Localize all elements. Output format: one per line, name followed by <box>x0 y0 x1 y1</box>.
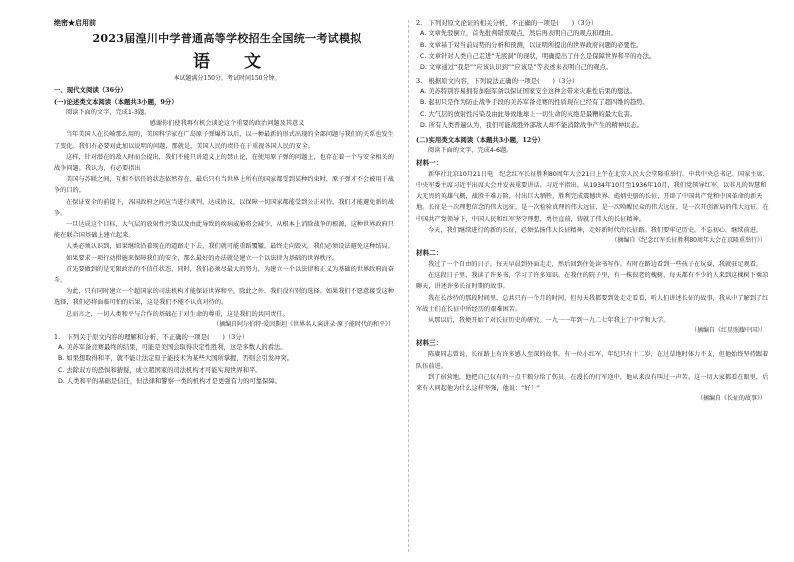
material-paragraph: 今天，我们继续进行的新的长征，必须弘扬伟大长征精神，走好新时代的长征路。我们要牢记历史，不忘初心，继续前进。 <box>428 226 763 234</box>
question-3: 3. 根据原文内容，下列说法正确的一项是( )（3分） <box>416 76 579 85</box>
passage-paragraph: 感谢你们使我再有机会谈论这个重要的政治问题及其意义 <box>149 120 305 128</box>
subsection-heading: (二)实用类文本阅读（本题共3小题，12分） <box>416 135 545 144</box>
passage-paragraph: 当年美国人在长崎那么用的，美国科学家在广岛原子弹爆炸以后，以一种最新的形式出现的全部问题与我们的关系也发生了变化。我们有必要对此加以说明的问题，那就是，美国人民的责任在于重视各国人民的安全。 <box>54 131 394 150</box>
option-a: A. 美苏特别容易拥有加强军备以保证国家安全这种会带来灾难性后果的想法。 <box>420 88 636 96</box>
option-b: B. 起初只是作为防止战争手段的美苏军备竞赛的性质现在已经有了超四维的趋势。 <box>420 99 649 107</box>
material-paragraph: 陈赓同志曾说，长征路上有许多感人至深的故事。有一位小红军，年纪只有十二岁，在过草地时体力不支，但他始终坚持跟着队伍前进。 <box>416 351 769 370</box>
passage-paragraph: 如果要求一项行动措施来保障我们的安全，那么最好的办法就是建立一个以法律为基础的世界秩序。 <box>66 254 339 262</box>
material-paragraph: 从那以后，我便开始了对长征历史的研究。一九一一年到一九二七年我上了中学和大学。 <box>428 317 670 325</box>
option-a: A. 美苏军备竞赛最终的结果，可能是美国会取得决定性胜利，这是多数人的看法。 <box>58 344 287 352</box>
instruction: 阅读下面的文字，完成4-6题。 <box>428 146 513 154</box>
option-c: C. 去除双方的恐惧和猜疑，成立超国家的司法机构才可能实现世界和平。 <box>58 366 262 374</box>
option-a: A. 文章先驳倒立，首先批判错误观点，然后再表明自己的观点和理由。 <box>420 30 618 38</box>
option-c: C. 文章针对人类自己走进“无底洞”的现状，明确提出了什么是保障世界和平的办法。 <box>420 53 656 61</box>
subject-title: 语 文 <box>193 52 275 72</box>
material-source: （摘编自《长征的故事》） <box>696 395 766 403</box>
option-d: D. 人类和平的基础是信任，但法律和警察一类的机构才是更强有力的可靠保障。 <box>58 378 281 386</box>
exam-title: 2023届湟川中学普通高等学校招生全国统一考试模拟 <box>92 32 362 45</box>
secret-label: 绝密★启用前 <box>54 18 96 27</box>
passage-paragraph: 在保证安全的前提下，各国政府之间应当进行谈判，达成协议，以保障一切国家都能受到公正对待，我们才能避免新的战争。 <box>54 198 394 217</box>
question-2: 2. 下列对原文论证的相关分析，不正确的一项是( )（3分） <box>416 19 598 27</box>
material-paragraph: 在这段日子里，我读了许多书，学习了许多知识。在我住的院子里，有一株很老的槐树，每天都有不少的人来到这棵树下乘凉聊天，讲述许多长征时期的故事。 <box>416 272 769 291</box>
option-b: B. 如果想取得和平，就不能让法定原子能技术为某些大国所掌握，否则会引发冲突。 <box>58 355 294 363</box>
passage-paragraph: 为此，只有同时建立一个超国家的司法机构才能保证世界和平，除此之外，我们没有别的选择。如果我们不愿意接受这种选择，我们必将面临可怕的后果，这是我们不能不认真对待的。 <box>54 288 394 307</box>
right-column <box>416 18 772 558</box>
passage-paragraph: 美国与苏联之间，互相不信任的状态依然存在，最后只有当世界上所有的国家都受到某种约束时，原子弹才不会被用于战争的目的。 <box>54 176 394 195</box>
material-heading: 材料一： <box>416 158 443 167</box>
option-b: B. 文章基于对当前局势的分析和预测，以证明所提出的世界政府问题的必要性。 <box>420 41 643 49</box>
option-d: D. 文章通过“我是”“应该认识到”“应该是”等表述来表明自己的观点。 <box>420 64 613 72</box>
question-1: 1. 下列关于原文内容的理解和分析，不正确的一项是( )（3分） <box>54 332 249 341</box>
material-paragraph: 新华社北京10月21日电 纪念红军长征胜利80周年大会21日上午在北京人民大会堂隆重举行。中共中央总书记、国家主席、中央军委主席习近平出席大会并发表重要讲话。习近平指出，从1934年10月至1936年10月，我们党领导红军，以非凡的智慧和大无畏的英雄气概，战胜千难万险，付出巨大牺牲，胜利完成震撼世界、彪炳史册的长征，开辟了中国共产党和中国革命的新天地。长征是一次理想信念的伟大远征，是一次检验真理的伟大远征，是一次唤醒民众的伟大远征，是一次开创新局的伟大远征。在中国共产党领导下，中国人民和红军坚守理想，勇往直前，铸就了伟大的长征精神。 <box>416 170 769 223</box>
column-divider <box>408 20 409 552</box>
left-column <box>54 18 400 558</box>
option-d: D. 所有人类普遍认为，我们可能战胜外部敌人却不能消除战争产生的精神状态。 <box>420 122 643 130</box>
option-c: C. 大气层的放射性污染及由此导致地球上一切生命的灭绝是最糟的最大危害。 <box>420 110 637 118</box>
subsection-heading: (一)论述类文本阅读（本题共3小题，9分） <box>54 98 178 106</box>
material-paragraph: 到了宿营地，他把自己仅有的一点干粮分给了伤员。在漫长的行军途中，他从来没有叫过一声苦。这一切大家都看在眼里，后来有人问起他为什么这样坚强，他说：“好！” <box>416 373 769 392</box>
material-source: （摘编自《红星照耀中国》） <box>690 327 766 335</box>
passage-paragraph: 这样，针对潜在的敌人时而会提出，我们不能只讲道义上的禁止论，在使用原子弹的问题上，也存在着一个与安全相关的战争问题。我认为，有必要指出 <box>54 153 394 173</box>
material-paragraph: 我过了一个自由的日子，每天早晨到外面走走，然后回到住处读书写作。有时在路边看到一些孩子在玩耍，我就驻足观看。 <box>428 261 763 269</box>
passage-paragraph: 首先要做到的是无限政治的不信任状态，同时，我们必须尽最大的努力，为建立一个以法律和正义为基础的世界政府而奋斗。 <box>54 265 394 285</box>
passage-paragraph: 一旦达成这个目标，大气层的放射性污染以及由此导致的疾病威胁将会减少，从根本上消除战争的根源，这种世界政府只能在联合国基础上建立起来。 <box>54 221 394 240</box>
section-heading: 一、现代文阅读（36分） <box>54 86 127 94</box>
material-paragraph: 我在长沙待的那段时间里，总共只有一个月的时间，但每天我都要到处走走看看，听人们讲述长征的故事，我从中了解到了红军战士们在长征中所经历的艰难困苦。 <box>416 294 769 313</box>
passage-paragraph: 人类必须认识到，如果继续沿着现在的道路走下去，我们就可能重蹈覆辙，最终走向毁灭。我们必须设法避免这种结局。 <box>66 243 394 251</box>
exam-meta: 本试题满分150分，考试时间150分钟。 <box>173 75 281 82</box>
material-source: （摘编自《纪念红军长征胜利80周年大会在京隆重举行》） <box>611 237 766 245</box>
passage-source: （摘编自阿尔伯特·爱因斯坦《世界名人演讲录·原子能时代的和平》） <box>213 320 394 328</box>
material-heading: 材料二： <box>416 249 443 258</box>
instruction: 阅读下面的文字，完成1-3题。 <box>66 109 151 116</box>
material-heading: 材料三： <box>416 339 443 348</box>
passage-paragraph: 总而言之，一切人类和平与合作的基础在于对生命的尊重，这是我们的共同责任。 <box>66 310 289 318</box>
